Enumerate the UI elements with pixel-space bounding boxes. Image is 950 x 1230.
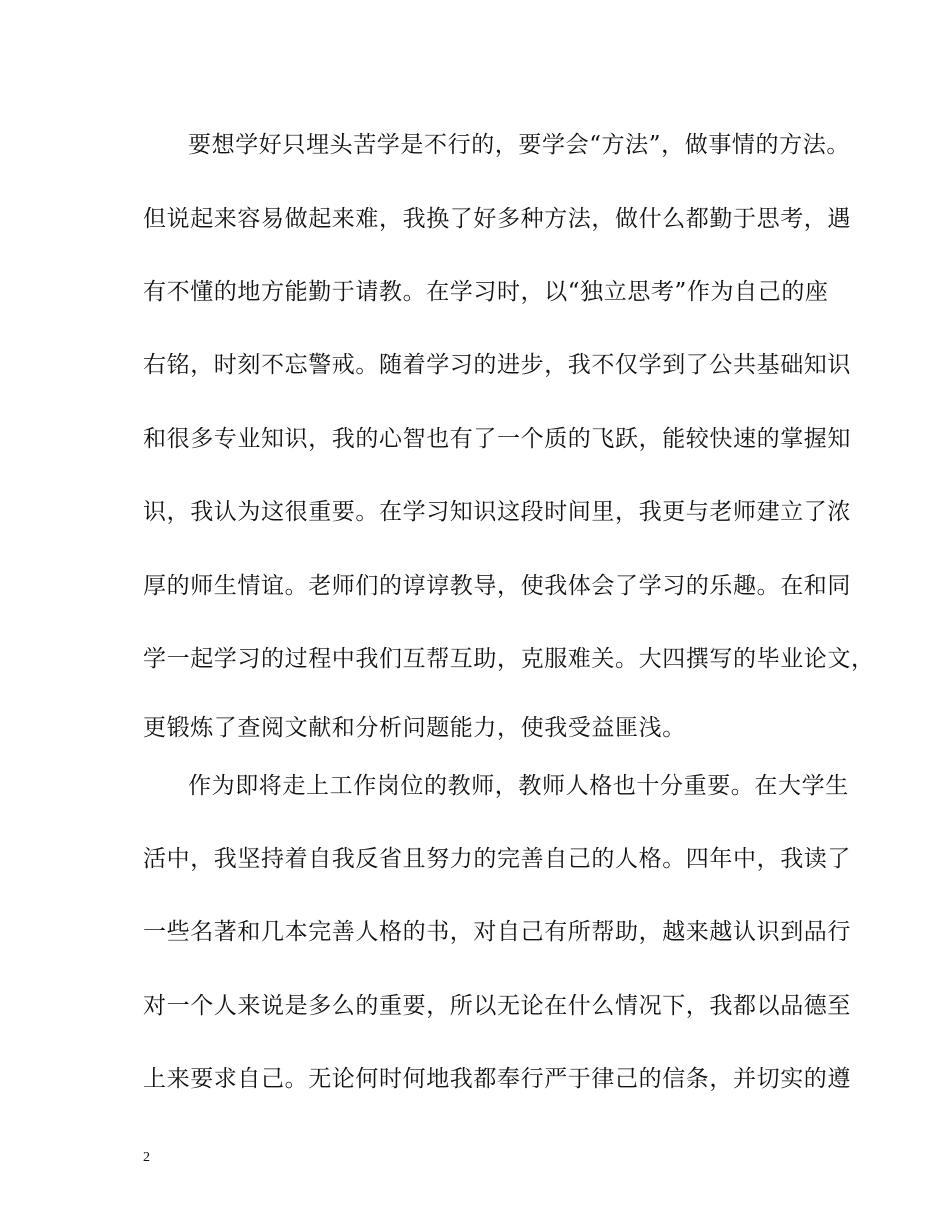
paragraph-2-line-3: 一些名著和几本完善人格的书，对自己有所帮助，越来越认识到品行 [143,919,851,945]
paragraph-1-line-2: 但说起来容易做起来难，我换了好多种方法，做什么都勤于思考，遇 [143,206,851,232]
page-number: 2 [143,1150,150,1165]
paragraph-1-line-8: 学一起学习的过程中我们互帮互助，克服难关。大四撰写的毕业论文， [143,646,875,672]
paragraph-1-line-9: 更锻炼了查阅文献和分析问题能力，使我受益匪浅。 [143,715,686,741]
paragraph-1-line-5: 和很多专业知识，我的心智也有了一个质的飞跃，能较快速的掌握知 [143,426,851,452]
paragraph-1-line-1: 要想学好只埋头苦学是不行的，要学会“方法”，做事情的方法。 [188,132,850,158]
paragraph-1-line-6: 识，我认为这很重要。在学习知识这段时间里，我更与老师建立了浓 [143,499,851,525]
paragraph-2-line-4: 对一个人来说是多么的重要，所以无论在什么情况下，我都以品德至 [143,993,851,1019]
paragraph-1-line-4: 右铭，时刻不忘警戒。随着学习的进步，我不仅学到了公共基础知识 [143,352,851,378]
paragraph-2-line-2: 活中，我坚持着自我反省且努力的完善自己的人格。四年中，我读了 [143,846,851,872]
paragraph-2-line-1: 作为即将走上工作岗位的教师，教师人格也十分重要。在大学生 [188,773,849,799]
paragraph-2-line-5: 上来要求自己。无论何时何地我都奉行严于律己的信条，并切实的遵 [143,1066,851,1092]
paragraph-1-line-3: 有不懂的地方能勤于请教。在学习时，以“独立思考”作为自己的座 [143,279,829,305]
paragraph-1-line-7: 厚的师生情谊。老师们的谆谆教导，使我体会了学习的乐趣。在和同 [143,573,851,599]
